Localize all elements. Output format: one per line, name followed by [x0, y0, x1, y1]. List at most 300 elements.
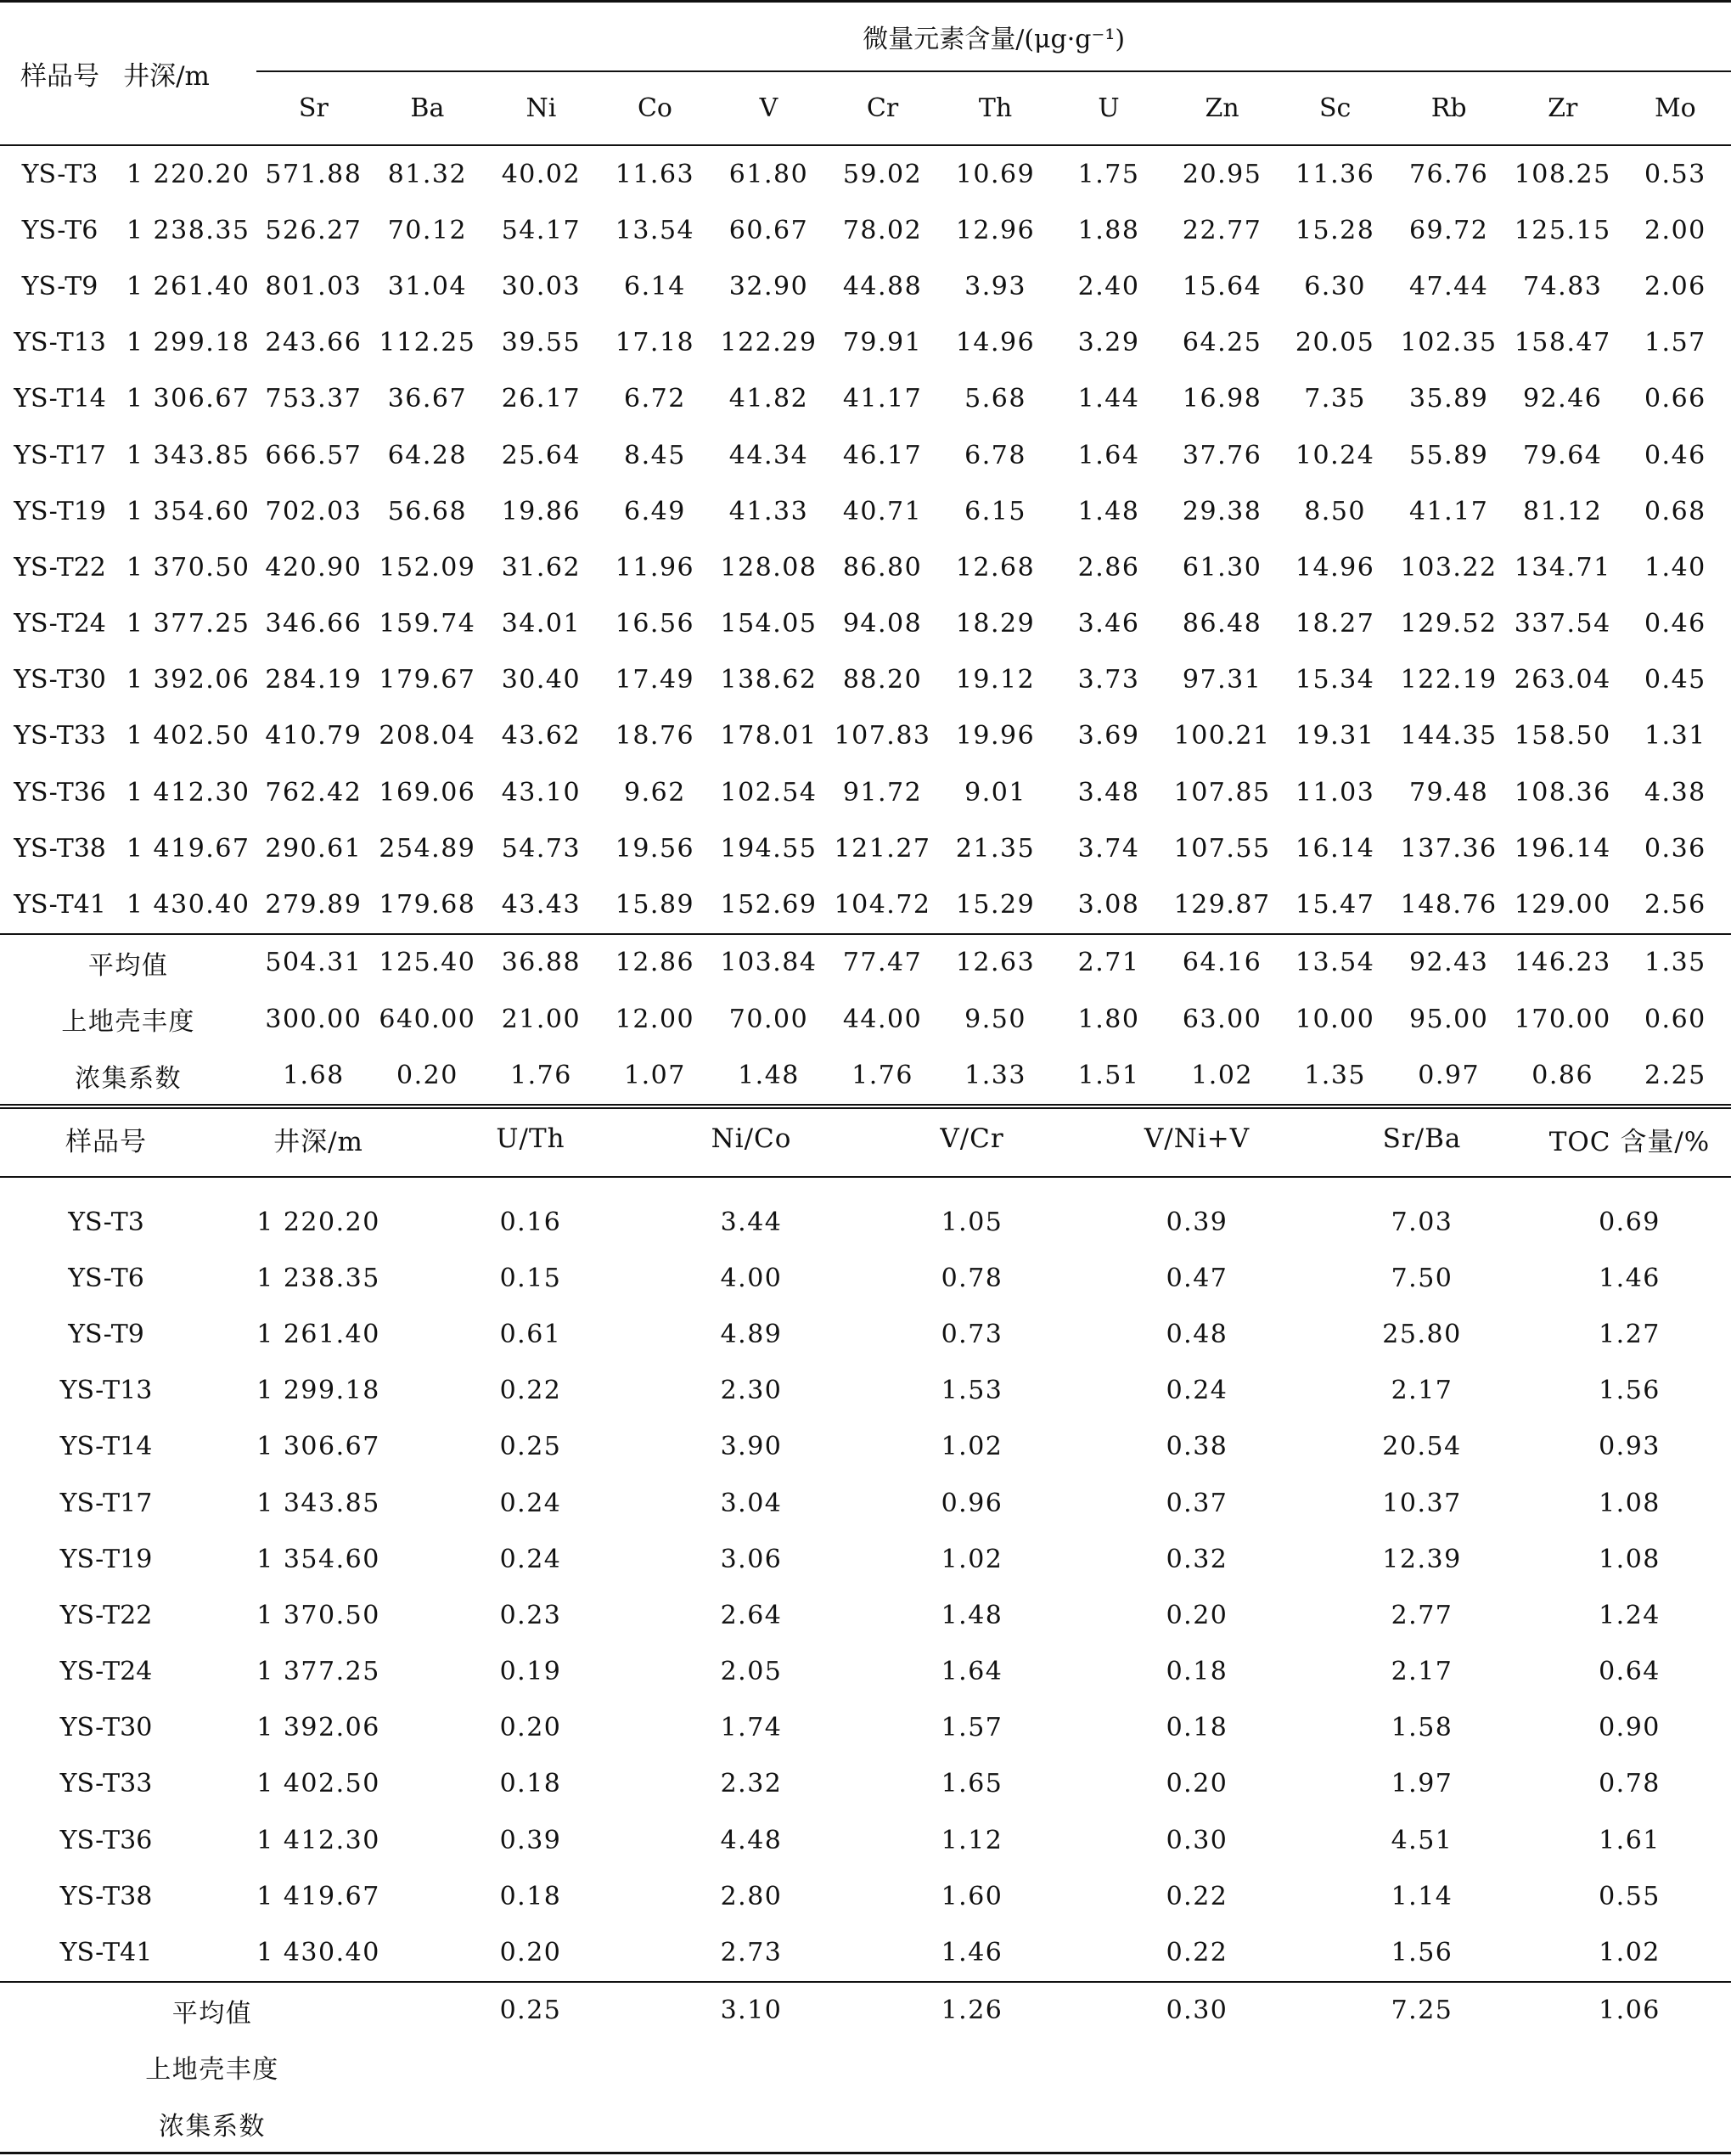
table2-column-header: 样品号 [0, 1101, 212, 1177]
value-cell: 18.76 [615, 721, 695, 752]
sample-id: YS-T36 [14, 777, 106, 808]
table2-column-header: V/Cr [866, 1101, 1078, 1177]
table1-header-sample: 样品号 [20, 61, 100, 92]
value-cell: 1.05 [941, 1207, 1003, 1237]
value-cell: 60.67 [728, 215, 809, 245]
value-cell: 43.62 [501, 721, 582, 752]
value-cell: 61.30 [1182, 552, 1262, 583]
value-cell: 18.29 [955, 609, 1036, 639]
stat-value: 9.50 [964, 1004, 1026, 1034]
value-cell: 34.01 [501, 609, 582, 639]
sample-id: YS-T14 [14, 384, 106, 414]
value-cell: 44.88 [842, 271, 923, 301]
stat-value: 12.63 [940, 934, 1052, 992]
value-cell: 31.04 [387, 271, 468, 301]
sample-id: YS-T33 [59, 1769, 153, 1799]
value-cell: 125.15 [1514, 215, 1611, 245]
value-cell: 1.64 [1077, 440, 1140, 470]
value-cell: 0.53 [1620, 145, 1731, 202]
value-cell: 0.30 [1166, 1825, 1228, 1855]
sample-id: YS-T9 [21, 271, 98, 301]
depth-cell: 1 392.06 [126, 665, 250, 695]
sample-id: YS-T17 [14, 440, 106, 470]
stat-value: 44.00 [842, 1004, 923, 1034]
depth-cell: 1 370.50 [256, 1600, 380, 1630]
value-cell: 0.22 [499, 1376, 562, 1406]
stat-value [1316, 2039, 1528, 2096]
table-row [0, 876, 1731, 933]
value-cell: 158.47 [1514, 328, 1611, 358]
value-cell: 0.78 [1599, 1769, 1661, 1799]
stat-value: 63.00 [1182, 1004, 1262, 1034]
stat-value [1528, 2096, 1731, 2153]
depth-cell: 1 261.40 [126, 271, 250, 301]
value-cell: 2.17 [1391, 1376, 1453, 1406]
value-cell: 196.14 [1514, 833, 1611, 864]
depth-cell: 1 299.18 [126, 328, 250, 358]
depth-cell: 1 430.40 [126, 890, 250, 920]
value-cell: 41.17 [842, 384, 923, 414]
depth-cell: 1 343.85 [256, 1488, 380, 1518]
value-cell: 3.93 [964, 271, 1026, 301]
value-cell: 1.60 [941, 1881, 1003, 1911]
value-cell: 39.55 [501, 328, 582, 358]
value-cell: 0.55 [1599, 1881, 1661, 1911]
value-cell: 2.17 [1391, 1657, 1453, 1687]
value-cell: 0.22 [1166, 1938, 1228, 1968]
value-cell: 0.68 [1644, 496, 1706, 526]
value-cell: 20.05 [1295, 328, 1375, 358]
value-cell: 0.15 [499, 1263, 562, 1293]
value-cell: 1.08 [1599, 1488, 1661, 1518]
value-cell: 2.06 [1644, 271, 1706, 301]
table1-column-header: Mo [1654, 93, 1696, 123]
value-cell: 30.03 [501, 271, 582, 301]
table-row [0, 1363, 1731, 1419]
depth-cell: 1 412.30 [256, 1825, 380, 1855]
value-cell: 0.20 [499, 1938, 562, 1968]
value-cell: 0.39 [499, 1825, 562, 1855]
table-row [0, 258, 1731, 314]
value-cell: 55.89 [1408, 440, 1489, 470]
value-cell: 6.78 [964, 440, 1026, 470]
value-cell: 3.74 [1077, 833, 1140, 864]
value-cell: 103.22 [1400, 552, 1498, 583]
value-cell: 19.56 [615, 833, 695, 864]
value-cell: 284.19 [265, 665, 362, 695]
value-cell: 243.66 [265, 328, 362, 358]
stat-value [1078, 2096, 1316, 2153]
value-cell: 1.46 [1599, 1263, 1661, 1293]
table-row [0, 1644, 1731, 1700]
value-cell: 9.01 [964, 777, 1026, 808]
value-cell: 129.87 [1173, 890, 1271, 920]
value-cell: 3.08 [1077, 890, 1140, 920]
value-cell: 26.17 [501, 384, 582, 414]
value-cell: 178.01 [720, 721, 818, 752]
depth-cell: 1 412.30 [126, 777, 250, 808]
value-cell: 122.29 [720, 328, 818, 358]
value-cell: 346.66 [265, 609, 362, 639]
sample-id: YS-T38 [59, 1881, 153, 1911]
value-cell: 1.65 [941, 1769, 1003, 1799]
stat-value: 70.00 [728, 1004, 809, 1034]
value-cell: 25.64 [501, 440, 582, 470]
value-cell: 279.89 [265, 890, 362, 920]
value-cell: 702.03 [265, 496, 362, 526]
table-row [0, 539, 1731, 595]
value-cell: 0.37 [1166, 1488, 1228, 1518]
stat-label: 上地壳丰度 [145, 2055, 279, 2086]
depth-cell: 1 419.67 [126, 833, 250, 864]
depth-cell: 1 220.20 [120, 145, 256, 202]
stat-value: 1.76 [826, 1048, 940, 1107]
stat-value: 300.00 [265, 1004, 362, 1034]
stat-row [0, 1048, 1731, 1107]
table2-column-header: Sr/Ba [1316, 1101, 1528, 1177]
value-cell: 0.18 [1166, 1713, 1228, 1743]
stat-value: 77.47 [826, 934, 940, 992]
value-cell: 97.31 [1182, 665, 1262, 695]
value-cell: 0.16 [499, 1207, 562, 1237]
value-cell: 5.68 [964, 384, 1026, 414]
sample-id: YS-T30 [59, 1713, 153, 1743]
table-row [0, 1700, 1731, 1756]
value-cell: 0.66 [1644, 384, 1706, 414]
value-cell: 2.80 [720, 1881, 783, 1911]
stat-value: 2.25 [1620, 1048, 1731, 1107]
sample-id: YS-T6 [21, 215, 98, 245]
value-cell: 526.27 [265, 215, 362, 245]
table1-column-header: Ba [410, 93, 445, 123]
stat-value [1316, 2096, 1528, 2153]
stat-label: 平均值 [0, 1982, 424, 2040]
depth-cell: 1 377.25 [256, 1657, 380, 1687]
stat-value: 0.60 [1644, 1004, 1706, 1034]
value-cell: 0.73 [941, 1319, 1003, 1349]
table1-column-header: Cr [866, 93, 899, 123]
value-cell: 801.03 [265, 271, 362, 301]
stat-value: 21.00 [501, 1004, 582, 1034]
value-cell: 1.27 [1599, 1319, 1661, 1349]
value-cell: 148.76 [1400, 890, 1498, 920]
value-cell: 2.56 [1644, 890, 1706, 920]
value-cell: 1.61 [1599, 1825, 1661, 1855]
value-cell: 11.63 [598, 145, 711, 202]
depth-cell: 1 392.06 [256, 1713, 380, 1743]
value-cell: 4.48 [720, 1825, 783, 1855]
table1-column-header: Zr [1548, 93, 1578, 123]
value-cell: 0.24 [1166, 1376, 1228, 1406]
value-cell: 15.28 [1295, 215, 1375, 245]
stat-value: 2.71 [1052, 934, 1166, 992]
value-cell: 2.73 [720, 1938, 783, 1968]
table-row [0, 145, 1731, 202]
sample-id: YS-T3 [0, 145, 120, 202]
value-cell: 64.25 [1182, 328, 1262, 358]
value-cell: 19.31 [1295, 721, 1375, 752]
depth-cell: 1 370.50 [126, 552, 250, 583]
table-row [0, 1419, 1731, 1475]
value-cell: 3.90 [720, 1432, 783, 1462]
value-cell: 16.56 [615, 609, 695, 639]
stat-value: 170.00 [1514, 1004, 1611, 1034]
value-cell: 37.76 [1182, 440, 1262, 470]
sample-id: YS-T19 [59, 1544, 153, 1574]
table-row [0, 1587, 1731, 1643]
value-cell: 1.97 [1391, 1769, 1453, 1799]
value-cell: 7.03 [1391, 1207, 1453, 1237]
value-cell: 1.08 [1599, 1544, 1661, 1574]
table-row [0, 1868, 1731, 1924]
depth-cell: 1 306.67 [256, 1432, 380, 1462]
stat-value: 1.35 [1279, 1048, 1392, 1107]
depth-cell: 1 354.60 [126, 496, 250, 526]
value-cell: 32.90 [728, 271, 809, 301]
value-cell: 1.88 [1077, 215, 1140, 245]
table1-column-header: Rb [1430, 93, 1467, 123]
value-cell: 15.34 [1295, 665, 1375, 695]
value-cell: 122.19 [1400, 665, 1498, 695]
value-cell: 0.22 [1166, 1881, 1228, 1911]
value-cell: 40.71 [842, 496, 923, 526]
value-cell: 1.58 [1391, 1713, 1453, 1743]
value-cell: 40.02 [484, 145, 598, 202]
value-cell: 79.48 [1408, 777, 1489, 808]
value-cell: 0.69 [1599, 1207, 1661, 1237]
value-cell: 128.08 [720, 552, 818, 583]
value-cell: 20.54 [1382, 1432, 1462, 1462]
value-cell: 41.33 [728, 496, 809, 526]
depth-cell: 1 299.18 [256, 1376, 380, 1406]
value-cell: 108.25 [1506, 145, 1620, 202]
value-cell: 152.69 [720, 890, 818, 920]
stat-row [0, 934, 1731, 992]
stat-value: 1.51 [1052, 1048, 1166, 1107]
stat-value: 10.00 [1295, 1004, 1375, 1034]
sample-id: YS-T33 [14, 721, 106, 752]
value-cell: 36.67 [387, 384, 468, 414]
stat-value: 12.00 [615, 1004, 695, 1034]
value-cell: 8.50 [1304, 496, 1367, 526]
sample-id: YS-T17 [59, 1488, 153, 1518]
value-cell: 1.46 [941, 1938, 1003, 1968]
value-cell: 666.57 [265, 440, 362, 470]
value-cell: 571.88 [256, 145, 370, 202]
table-row [0, 1812, 1731, 1868]
stat-label: 浓集系数 [0, 1048, 256, 1107]
value-cell: 2.64 [720, 1600, 783, 1630]
value-cell: 158.50 [1514, 721, 1611, 752]
sample-id: YS-T24 [14, 609, 106, 639]
stat-value [1528, 2039, 1731, 2096]
stat-label: 平均值 [0, 934, 256, 992]
value-cell: 2.30 [720, 1376, 783, 1406]
value-cell: 254.89 [379, 833, 476, 864]
value-cell: 0.19 [499, 1657, 562, 1687]
value-cell: 19.96 [955, 721, 1036, 752]
stat-value [866, 2039, 1078, 2096]
value-cell: 10.24 [1295, 440, 1375, 470]
value-cell: 0.24 [499, 1544, 562, 1574]
value-cell: 100.21 [1173, 721, 1271, 752]
value-cell: 0.46 [1644, 440, 1706, 470]
table2-header-row [0, 1101, 1731, 1177]
value-cell: 0.20 [1166, 1769, 1228, 1799]
table2-column-header: V/Ni+V [1078, 1101, 1316, 1177]
value-cell: 1.14 [1391, 1881, 1453, 1911]
value-cell: 0.18 [499, 1881, 562, 1911]
stat-value: 1.68 [256, 1048, 370, 1107]
table1-column-header: Ni [525, 93, 557, 123]
table-row [0, 371, 1731, 427]
stat-value: 13.54 [1279, 934, 1392, 992]
depth-cell: 1 377.25 [126, 609, 250, 639]
stat-value: 3.10 [637, 1982, 866, 2040]
sample-id: YS-T13 [14, 328, 106, 358]
value-cell: 11.03 [1295, 777, 1375, 808]
value-cell: 112.25 [379, 328, 476, 358]
value-cell: 15.64 [1182, 271, 1262, 301]
value-cell: 79.91 [842, 328, 923, 358]
value-cell: 6.30 [1304, 271, 1367, 301]
depth-cell: 1 343.85 [126, 440, 250, 470]
value-cell: 1.56 [1391, 1938, 1453, 1968]
table1-column-header: Th [978, 93, 1013, 123]
table-row [0, 820, 1731, 876]
value-cell: 92.46 [1522, 384, 1603, 414]
value-cell: 0.18 [499, 1769, 562, 1799]
stat-value [424, 2096, 637, 2153]
table-row [0, 202, 1731, 258]
sample-id: YS-T14 [59, 1432, 153, 1462]
table-row [0, 596, 1731, 652]
value-cell: 14.96 [955, 328, 1036, 358]
value-cell: 0.20 [1166, 1600, 1228, 1630]
value-cell: 15.47 [1295, 890, 1375, 920]
table2-column-header: TOC 含量/% [1528, 1101, 1731, 1177]
value-cell: 121.27 [834, 833, 931, 864]
stat-value: 95.00 [1408, 1004, 1489, 1034]
value-cell: 61.80 [711, 145, 825, 202]
value-cell: 7.50 [1391, 1263, 1453, 1293]
table1-column-header: V [759, 93, 778, 123]
value-cell: 29.38 [1182, 496, 1262, 526]
value-cell: 64.28 [387, 440, 468, 470]
sample-id: YS-T22 [14, 552, 106, 583]
value-cell: 16.98 [1182, 384, 1262, 414]
value-cell: 86.80 [842, 552, 923, 583]
stat-value: 1.06 [1528, 1982, 1731, 2040]
stat-label: 浓集系数 [0, 2096, 424, 2153]
value-cell: 12.68 [955, 552, 1036, 583]
table-row [0, 1531, 1731, 1587]
stat-value: 64.16 [1166, 934, 1279, 992]
value-cell: 1.31 [1644, 721, 1706, 752]
value-cell: 17.18 [615, 328, 695, 358]
value-cell: 0.39 [1166, 1207, 1228, 1237]
stat-value [866, 2096, 1078, 2153]
value-cell: 159.74 [379, 609, 476, 639]
value-cell: 0.78 [941, 1263, 1003, 1293]
value-cell: 6.14 [624, 271, 686, 301]
table2-column-header: Ni/Co [637, 1101, 866, 1177]
value-cell: 420.90 [265, 552, 362, 583]
stat-row [0, 2096, 1731, 2153]
table-row [0, 483, 1731, 539]
value-cell: 81.32 [370, 145, 484, 202]
value-cell: 76.76 [1392, 145, 1506, 202]
value-cell: 6.15 [964, 496, 1026, 526]
stat-value [637, 2096, 866, 2153]
value-cell: 337.54 [1514, 609, 1611, 639]
stat-value [424, 2039, 637, 2096]
value-cell: 102.35 [1400, 328, 1498, 358]
value-cell: 2.77 [1391, 1600, 1453, 1630]
value-cell: 30.40 [501, 665, 582, 695]
value-cell: 54.17 [501, 215, 582, 245]
table-row [0, 1194, 1731, 1250]
depth-cell: 1 402.50 [256, 1769, 380, 1799]
value-cell: 21.35 [955, 833, 1036, 864]
table1-group-title: 微量元素含量/(μg·g⁻¹) [256, 2, 1731, 72]
sample-id: YS-T6 [68, 1263, 144, 1293]
value-cell: 3.46 [1077, 609, 1140, 639]
value-cell: 25.80 [1382, 1319, 1462, 1349]
table-row [0, 1756, 1731, 1812]
value-cell: 0.48 [1166, 1319, 1228, 1349]
value-cell: 762.42 [265, 777, 362, 808]
depth-cell: 1 238.35 [256, 1263, 380, 1293]
value-cell: 134.71 [1514, 552, 1611, 583]
value-cell: 35.89 [1408, 384, 1489, 414]
value-cell: 2.86 [1077, 552, 1140, 583]
depth-cell: 1 354.60 [256, 1544, 380, 1574]
stat-value: 0.86 [1506, 1048, 1620, 1107]
table1-column-header: U [1098, 93, 1120, 123]
value-cell: 3.73 [1077, 665, 1140, 695]
value-cell: 18.27 [1295, 609, 1375, 639]
value-cell: 208.04 [379, 721, 476, 752]
stat-value [1078, 2039, 1316, 2096]
stat-value: 640.00 [379, 1004, 476, 1034]
value-cell: 107.55 [1173, 833, 1271, 864]
value-cell: 4.89 [720, 1319, 783, 1349]
value-cell: 46.17 [842, 440, 923, 470]
sample-id: YS-T13 [59, 1376, 153, 1406]
table-row [0, 708, 1731, 764]
value-cell: 22.77 [1182, 215, 1262, 245]
value-cell: 16.14 [1295, 833, 1375, 864]
value-cell: 0.45 [1644, 665, 1706, 695]
value-cell: 15.89 [615, 890, 695, 920]
value-cell: 43.43 [501, 890, 582, 920]
table2-column-header: 井深/m [212, 1101, 424, 1177]
value-cell: 10.69 [940, 145, 1052, 202]
sample-id: YS-T19 [14, 496, 106, 526]
value-cell: 12.39 [1382, 1544, 1462, 1574]
value-cell: 13.54 [615, 215, 695, 245]
value-cell: 1.53 [941, 1376, 1003, 1406]
table2-column-header: U/Th [424, 1101, 637, 1177]
value-cell: 144.35 [1400, 721, 1498, 752]
value-cell: 3.48 [1077, 777, 1140, 808]
value-cell: 12.96 [955, 215, 1036, 245]
value-cell: 3.44 [720, 1207, 783, 1237]
depth-cell: 1 430.40 [256, 1938, 380, 1968]
value-cell: 1.02 [941, 1432, 1003, 1462]
value-cell: 194.55 [720, 833, 818, 864]
